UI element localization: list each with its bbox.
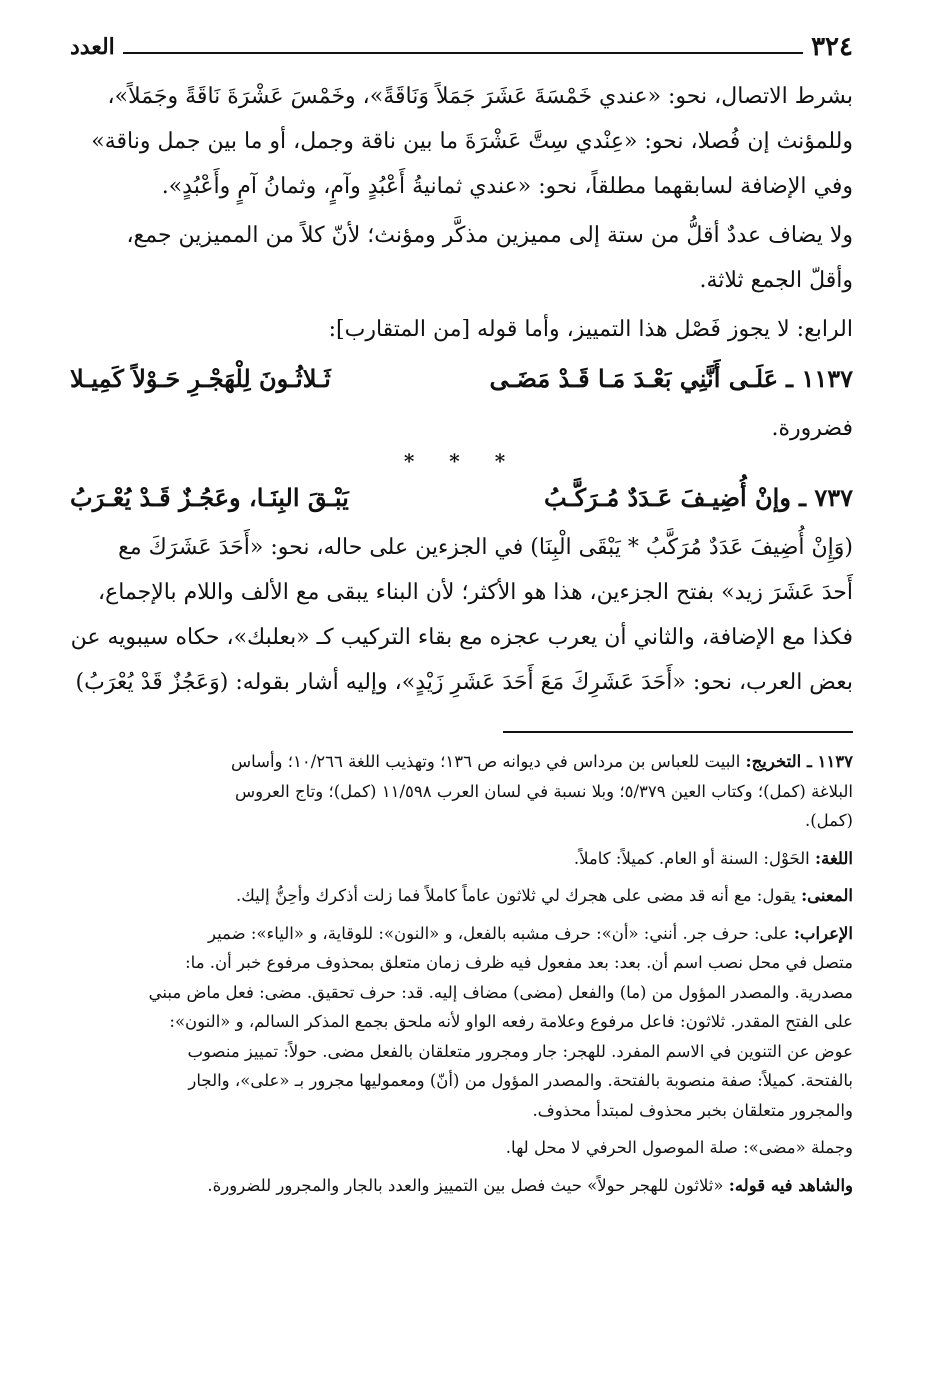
text-line: (وَإِنْ أُضِيفَ عَدَدٌ مُرَكَّبُ * يَبْقَى الْبِنَا) في الجزءين على حاله، نحو: «أَحَدَ عَشَرَكَ مع [118, 535, 853, 560]
verse-first-hemistich: عَلَـى أَنَّنِي بَعْـدَ مَـا قَـدْ مَضَـى [489, 364, 779, 393]
footnote-label-maana: المعنى: [801, 886, 853, 905]
text-line: فضرورة. [771, 416, 853, 441]
verse-737 [70, 471, 853, 525]
page-number: ٣٢٤ [811, 32, 853, 62]
main-text [70, 74, 853, 705]
footnote-label-shahid: والشاهد فيه قوله: [728, 1175, 853, 1195]
text-line: بعض العرب، نحو: «أَحَدَ عَشَرِكَ مَعَ أَحَدَ عَشَرِ زَيْدٍ»، وإليه أشار بقوله: (وَعَجُزٌ قَدْ يُعْرَبُ) [75, 670, 853, 695]
header-rule [123, 52, 803, 54]
footnote-line: اللغة: الحَوْل: السنة أو العام. كميلاً: كاملاً. [573, 848, 853, 868]
footnote-line: (كمل). [804, 811, 853, 830]
verse-second-hemistich: ثَـلاثُـونَ لِلْهَجْـرِ حَـوْلاً كَمِيـلا [69, 364, 331, 393]
section-divider-stars: * * * [403, 449, 520, 473]
text-line: وللمؤنث إن فُصلا، نحو: «عِنْدي سِتَّ عَشْرَةَ ما بين ناقة وجمل، أو ما بين جمل وناقة» [91, 129, 853, 154]
verse-number: ١١٣٧ ـ [786, 364, 853, 393]
footnote-line: مصدرية. والمصدر المؤول من (ما) والفعل (مضى) مضاف إليه. قد: حرف تحقيق. مضى: فعل ماض مبني [148, 982, 853, 1002]
text-line: فكذا مع الإضافة، والثاني أن يعرب عجزه مع بقاء التركيب كـ «بعلبك»، حكاه سيبويه عن [70, 625, 853, 650]
text-line: الرابع: لا يجوز فَصْل هذا التمييز، وأما قوله [من المتقارب]: [328, 317, 853, 342]
verse-first-hemistich: وإنْ أُضِيـفَ عَـدَدٌ مُـرَكَّـبُ [544, 483, 791, 512]
footnote-line: البلاغة (كمل)؛ وكتاب العين ٥/٣٧٩؛ وبلا نسبة في لسان العرب ١١/٥٩٨ (كمل)؛ وتاج العروس [234, 781, 853, 801]
footnote-line: متصل في محل نصب اسم أن. بعد: بعد مفعول فيه ظرف زمان متعلق بمحذوف مرفوع خبر أن. ما: [185, 953, 853, 972]
footnote-label-lugha: اللغة: [815, 848, 853, 868]
footnote-line: المعنى: يقول: مع أنه قد مضى على هجرك لي ثلاثون عاماً كاملاً فما زلت أذكرك وأحِنُّ إليك. [235, 886, 853, 905]
chapter-title: العدد [70, 34, 115, 60]
verse-1137 [70, 352, 853, 406]
verse-number: ٧٣٧ ـ [798, 483, 853, 512]
footnote-separator [503, 731, 853, 733]
footnote-line: والشاهد فيه قوله: «ثلاثون للهجر حولاً» حيث فصل بين التمييز والعدد بالجار والمجرور للضرورة. [207, 1175, 853, 1195]
text-line: ولا يضاف عددٌ أقلُّ من ستة إلى مميزين مذكَّر ومؤنث؛ لأنّ كلاً من المميزين جمع، [126, 223, 853, 248]
footnote-label-irab: الإعراب: [793, 923, 853, 943]
footnote-line: والمجرور متعلقان بخبر محذوف لمبتدأ محذوف. [532, 1100, 853, 1120]
text-line: بشرط الاتصال، نحو: «عندي خَمْسَةَ عَشَرَ جَمَلاً وَنَاقَةً»، وخَمْسَ عَشْرَةَ نَاقَةً وجَمَلاً»، [107, 84, 853, 109]
footnote-line: عوض عن التنوين في الاسم المفرد. للهجر: جار ومجرور متعلقان بالفعل مضى. حولاً: تمييز منصوب [187, 1041, 853, 1061]
running-header [70, 28, 853, 62]
text-line: وفي الإضافة لسابقهما مطلقاً، نحو: «عندي ثمانيةُ أَعْبُدٍ وآمٍ، وثمانُ آمٍ وأَعْبُدٍ». [161, 174, 853, 199]
text-line: أَحدَ عَشَرَ زيد» بفتح الجزءين، هذا هو الأكثر؛ لأن البناء يبقى مع الألف واللام بالإجماع، [97, 580, 853, 605]
footnote-line: بالفتحة. كميلاً: صفة منصوبة بالفتحة. والمصدر المؤول من (أنّ) ومعموليها مجرور بـ «على»، والجار [188, 1071, 853, 1090]
footnote-line: وجملة «مضى»: صلة الموصول الحرفي لا محل لها. [505, 1138, 853, 1157]
footnotes [70, 747, 853, 1200]
text-line: وأقلّ الجمع ثلاثة. [699, 268, 853, 293]
footnote-line: ١١٣٧ ـ التخريج: البيت للعباس بن مرداس في ديوانه ص ١٣٦؛ وتهذيب اللغة ١٠/٢٦٦؛ وأساس [230, 752, 853, 771]
footnote-line: على الفتح المقدر. ثلاثون: فاعل مرفوع وعلامة رفعه الواو لأنه ملحق بجمع المذكر السالم، و «النون»: [169, 1012, 853, 1031]
footnote-line: الإعراب: على: حرف جر. أنني: «أن»: حرف مشبه بالفعل، و «النون»: للوقاية، و «الياء»: ضمير [207, 923, 853, 943]
footnote-label-takhrij: ١١٣٧ ـ التخريج: [745, 752, 853, 771]
verse-second-hemistich: يَبْـقَ البِنَـا، وعَجُـزٌ قَـدْ يُعْـرَبُ [70, 483, 349, 512]
